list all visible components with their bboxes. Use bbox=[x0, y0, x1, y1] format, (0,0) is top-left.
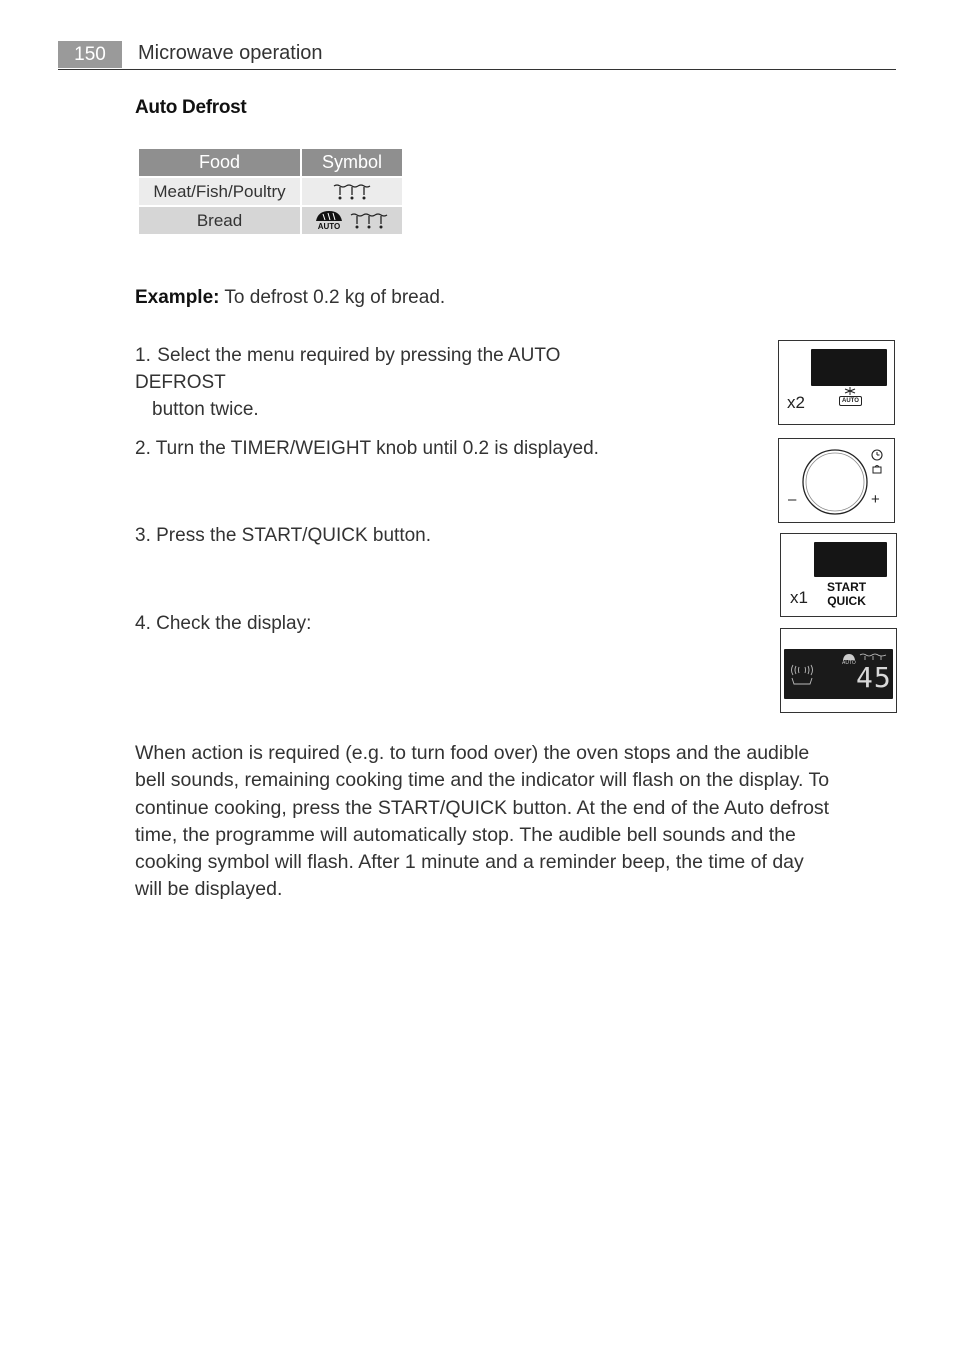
press-count: x2 bbox=[787, 393, 805, 412]
start-quick-panel bbox=[780, 533, 897, 617]
auto-defrost-panel bbox=[778, 340, 895, 425]
section-title: Auto Defrost bbox=[135, 97, 247, 118]
example-label: Example: bbox=[135, 287, 220, 308]
example-text: To defrost 0.2 kg of bread. bbox=[219, 287, 446, 308]
table-cell-symbol bbox=[302, 207, 402, 234]
step-4: 4. Check the display: bbox=[135, 613, 312, 634]
auto-bread-indicator bbox=[842, 654, 856, 666]
table-header-food: Food bbox=[139, 149, 300, 176]
table-row bbox=[139, 178, 402, 205]
auto-defrost-button[interactable] bbox=[839, 387, 862, 406]
microwave-waves-icon bbox=[789, 662, 815, 688]
table-cell-food: Meat/Fish/Poultry bbox=[139, 178, 300, 205]
defrost-star-icon bbox=[843, 387, 857, 395]
step-3: 3. Press the START/QUICK button. bbox=[135, 525, 432, 546]
table-cell-food: Bread bbox=[139, 207, 300, 234]
timer-weight-knob[interactable] bbox=[801, 448, 869, 516]
step-2: 2. Turn the TIMER/WEIGHT knob until 0.2 is displayed. bbox=[135, 438, 599, 459]
start-quick-button[interactable] bbox=[827, 580, 866, 608]
table-cell-symbol bbox=[302, 178, 402, 205]
time-digits: 45 bbox=[856, 661, 892, 694]
display-screen bbox=[814, 542, 887, 577]
table-header-symbol: Symbol bbox=[302, 149, 402, 176]
plus-sign: + bbox=[871, 491, 880, 508]
food-symbol-table bbox=[137, 147, 404, 236]
display-readout-panel bbox=[780, 628, 897, 713]
auto-label: AUTO bbox=[839, 396, 862, 406]
timer-weight-panel bbox=[778, 438, 895, 523]
quick-label: QUICK bbox=[827, 594, 866, 608]
step-1-line1: Select the menu required by pressing the AUTO DEFROST bbox=[135, 345, 561, 393]
chapter-title: Microwave operation bbox=[138, 42, 323, 64]
defrost-drops-icon bbox=[349, 212, 389, 230]
lcd-display bbox=[784, 649, 893, 699]
table-row bbox=[139, 207, 402, 234]
example-line bbox=[135, 287, 445, 309]
step-1-number: 1. bbox=[135, 345, 151, 366]
bread-icon bbox=[315, 210, 343, 222]
minus-sign: – bbox=[788, 491, 797, 508]
step-1-line2: button twice. bbox=[152, 399, 259, 420]
auto-label: AUTO bbox=[842, 660, 856, 666]
step-1 bbox=[135, 342, 635, 423]
header-divider bbox=[58, 69, 896, 70]
auto-label: AUTO bbox=[317, 222, 341, 231]
press-count: x1 bbox=[790, 588, 808, 607]
display-screen bbox=[811, 349, 887, 386]
body-paragraph: When action is required (e.g. to turn food over) the oven stops and the audible bell sounds, remaining cooking time and the indicator will flash on the display. To continue cooking, press the START/QUICK button. At the end of the Auto defrost time, the programme will automatically stop. The audible bell sounds and the cooking symbol will flash. After 1 minute and a reminder beep, the time of day will be displayed. bbox=[135, 742, 830, 901]
clock-icon bbox=[871, 449, 883, 461]
table-header-row bbox=[139, 149, 402, 176]
start-label: START bbox=[827, 580, 867, 594]
defrost-drops-icon bbox=[332, 183, 372, 201]
weight-icon bbox=[872, 464, 882, 474]
page-number: 150 bbox=[58, 41, 122, 68]
